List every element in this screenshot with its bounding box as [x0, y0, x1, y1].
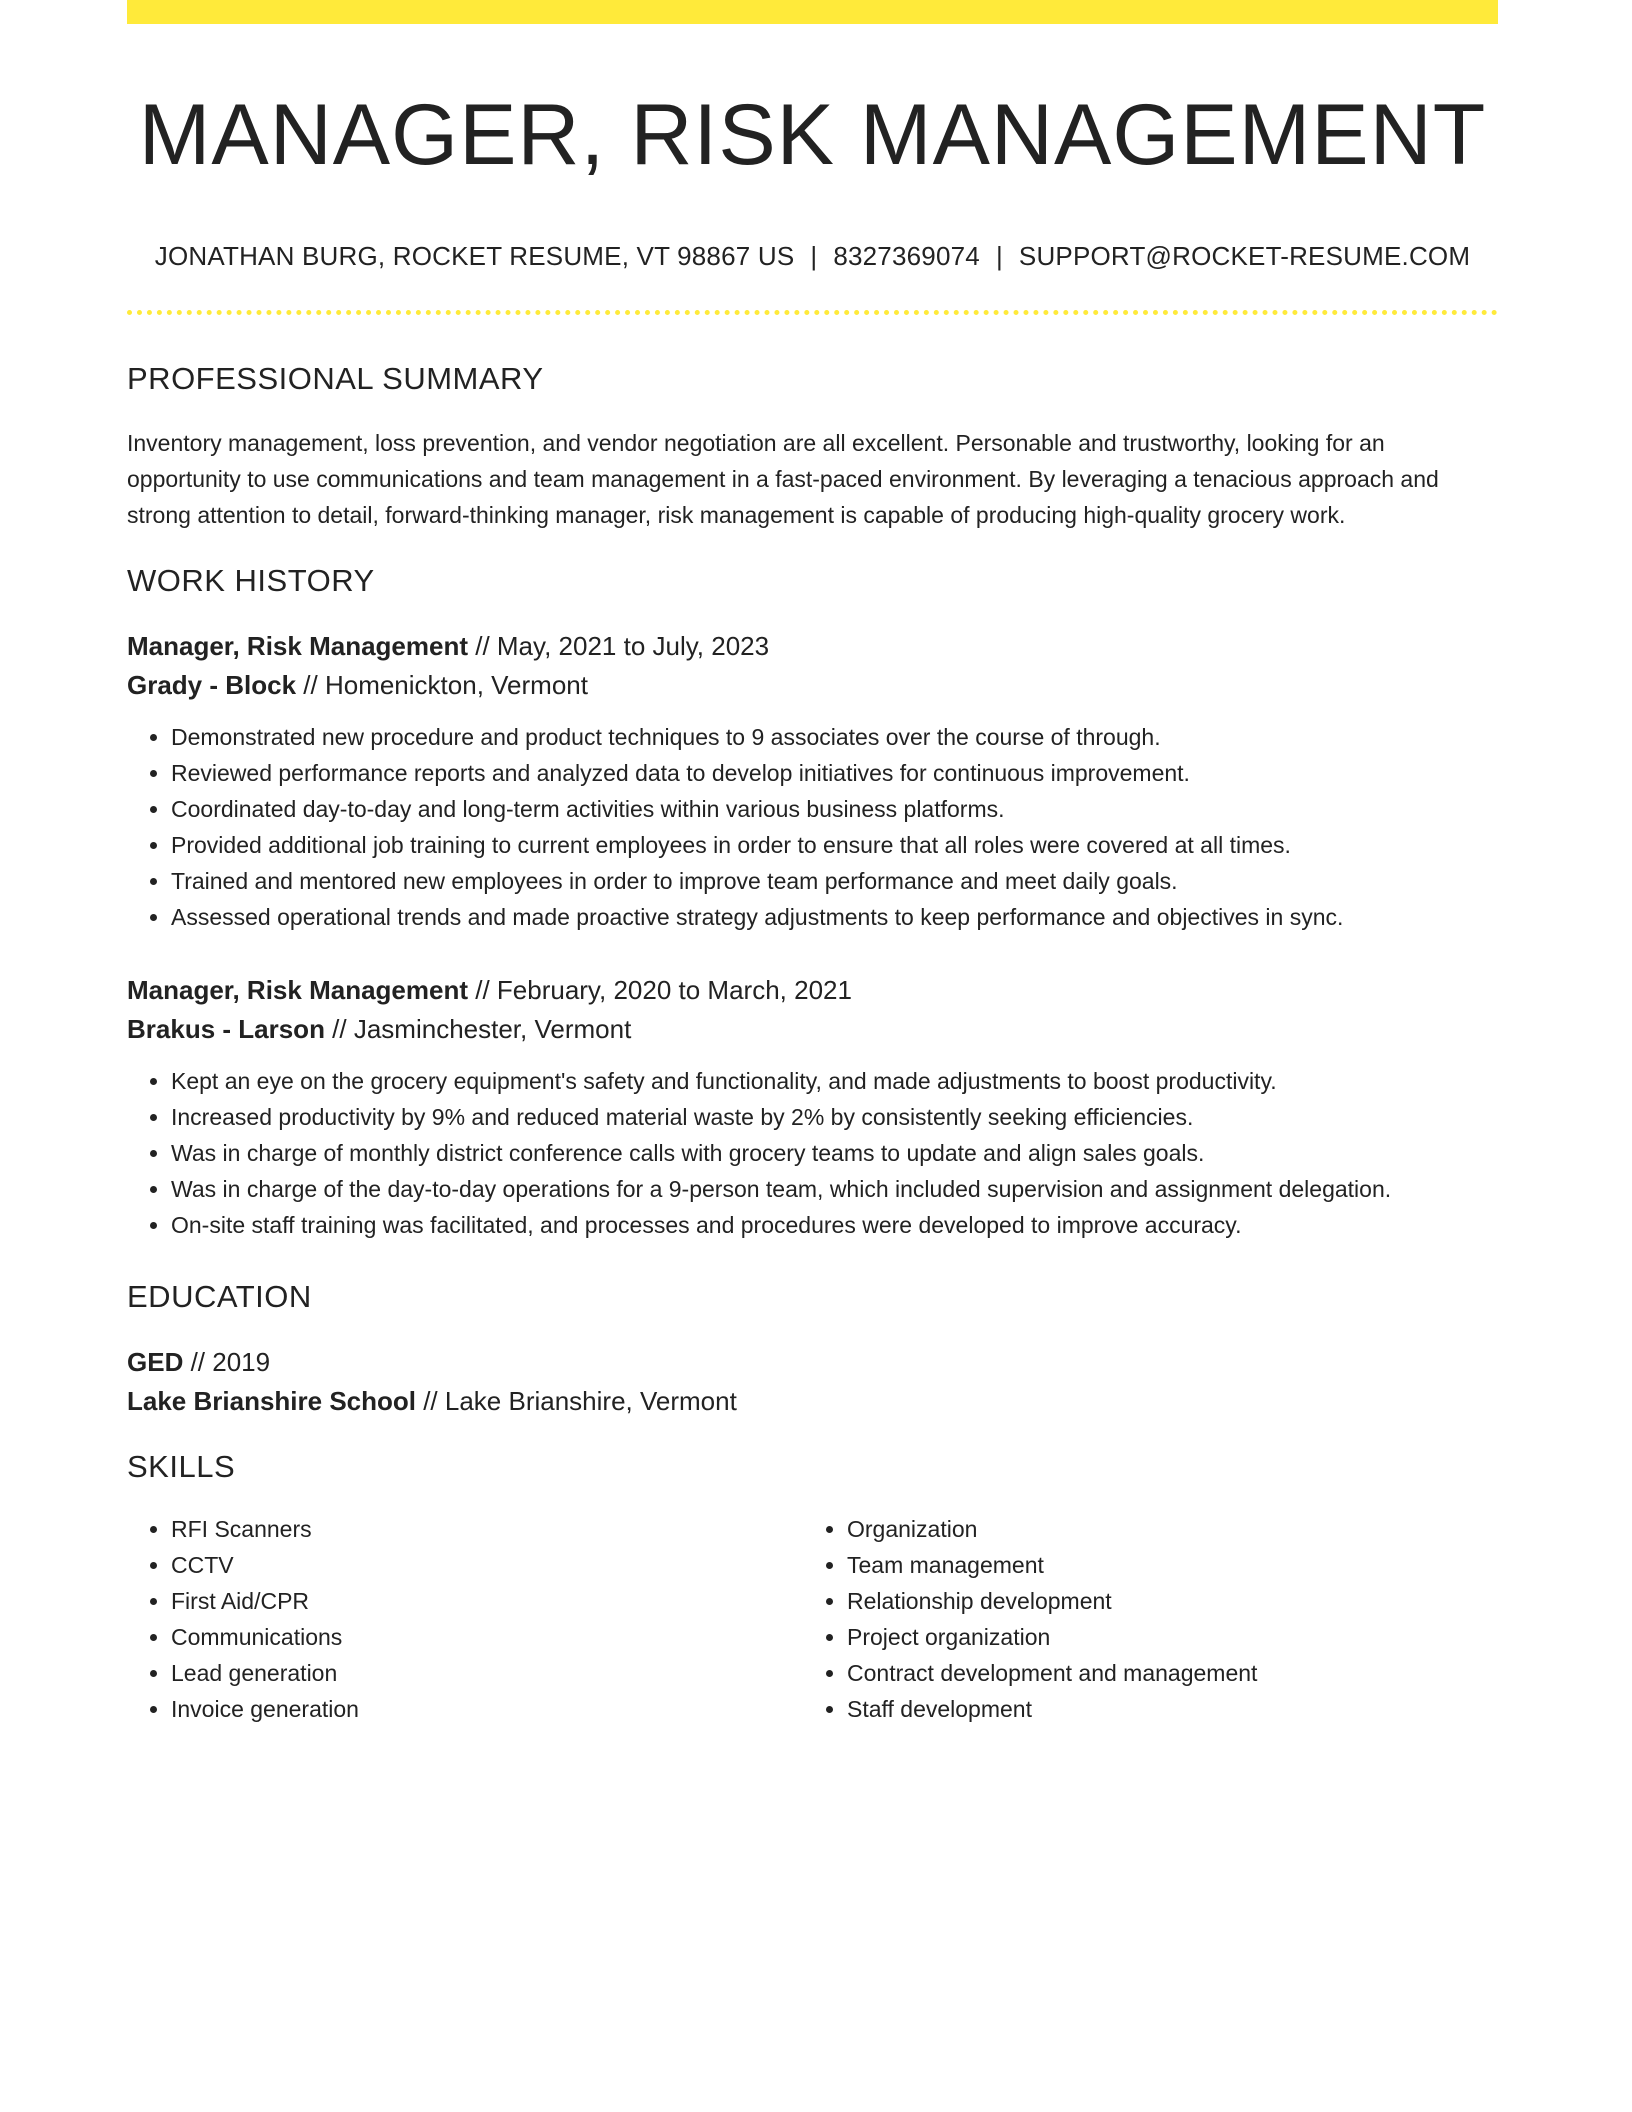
job-title-line [127, 971, 1498, 1010]
resume-title: MANAGER, RISK MANAGEMENT [138, 87, 1487, 183]
contact-separator: | [810, 240, 818, 271]
list-item: • Was in charge of the day-to-day operations for a 9-person team, which included supervision and assignment delegation. [171, 1171, 1498, 1207]
job-company: Brakus - Larson [127, 1013, 325, 1044]
skill-item: • Relationship development [847, 1583, 1479, 1619]
contact-address: JONATHAN BURG, ROCKET RESUME, VT 98867 US [154, 240, 795, 271]
dotted-divider [127, 310, 1498, 315]
education-year: // 2019 [183, 1346, 271, 1377]
list-item: • Trained and mentored new employees in order to improve team performance and meet daily goals. [171, 863, 1498, 899]
job-entry [127, 971, 1498, 1243]
job-location: // Homenickton, Vermont [296, 669, 588, 700]
skill-item: • First Aid/CPR [171, 1583, 803, 1619]
contact-phone: 8327369074 [833, 240, 980, 271]
job-dates: // February, 2020 to March, 2021 [468, 974, 852, 1005]
list-item: • Demonstrated new procedure and product techniques to 9 associates over the course of through. [171, 719, 1498, 755]
job-location: // Jasminchester, Vermont [324, 1013, 632, 1044]
job-role: Manager, Risk Management [127, 974, 468, 1005]
skill-item: • Contract development and management [847, 1655, 1479, 1691]
job-title-line [127, 627, 1498, 666]
resume-page [127, 0, 1498, 1727]
education-school: Lake Brianshire School [127, 1385, 416, 1416]
accent-top-bar [127, 0, 1498, 24]
skill-item: • Organization [847, 1511, 1479, 1547]
contact-email: SUPPORT@ROCKET-RESUME.COM [1018, 240, 1471, 271]
skill-item: • Lead generation [171, 1655, 803, 1691]
job-company-line [127, 1010, 1498, 1049]
list-item: • Was in charge of monthly district conference calls with grocery teams to update and align sales goals. [171, 1135, 1498, 1171]
summary-heading: PROFESSIONAL SUMMARY [127, 360, 544, 396]
contact-separator: | [995, 240, 1003, 271]
job-bullets [127, 719, 1498, 935]
list-item: • Assessed operational trends and made proactive strategy adjustments to keep performance and objectives in sync. [171, 899, 1498, 935]
skill-item: • Communications [171, 1619, 803, 1655]
skill-item: • CCTV [171, 1547, 803, 1583]
education-degree-line [127, 1343, 1498, 1382]
list-item: • Reviewed performance reports and analyzed data to develop initiatives for continuous improvement. [171, 755, 1498, 791]
list-item: • Coordinated day-to-day and long-term activities within various business platforms. [171, 791, 1498, 827]
education-degree: GED [127, 1346, 184, 1377]
skill-item: • Invoice generation [171, 1691, 803, 1727]
job-entry [127, 627, 1498, 935]
job-dates: // May, 2021 to July, 2023 [468, 630, 770, 661]
education-entry [127, 1343, 1498, 1421]
skill-item: • Team management [847, 1547, 1479, 1583]
skills-column-right [803, 1511, 1479, 1727]
work-history-heading: WORK HISTORY [127, 562, 375, 598]
skills-column-left [127, 1511, 803, 1727]
skills-grid [127, 1511, 1498, 1727]
list-item: • Increased productivity by 9% and reduced material waste by 2% by consistently seeking efficiencies. [171, 1099, 1498, 1135]
list-item: • On-site staff training was facilitated, and processes and procedures were developed to improve accuracy. [171, 1207, 1498, 1243]
skill-item: • Project organization [847, 1619, 1479, 1655]
education-school-line [127, 1382, 1498, 1421]
skills-heading: SKILLS [127, 1448, 236, 1484]
job-company-line [127, 666, 1498, 705]
skill-item: • RFI Scanners [171, 1511, 803, 1547]
contact-line [127, 241, 1498, 272]
skill-item: • Staff development [847, 1691, 1479, 1727]
education-location: // Lake Brianshire, Vermont [415, 1385, 737, 1416]
job-company: Grady - Block [127, 669, 297, 700]
list-item: • Kept an eye on the grocery equipment's safety and functionality, and made adjustments to boost productivity. [171, 1063, 1498, 1099]
summary-text: Inventory management, loss prevention, and vendor negotiation are all excellent. Personable and trustworthy, looking for an opportunity to use communications and team management in a fast-paced environment. By leveraging a tenacious approach and strong attention to detail, forward-thinking manager, risk management is capable of producing high-quality grocery work. [127, 429, 1439, 528]
job-bullets [127, 1063, 1498, 1243]
job-role: Manager, Risk Management [127, 630, 468, 661]
list-item: • Provided additional job training to current employees in order to ensure that all roles were covered at all times. [171, 827, 1498, 863]
education-heading: EDUCATION [127, 1278, 312, 1314]
